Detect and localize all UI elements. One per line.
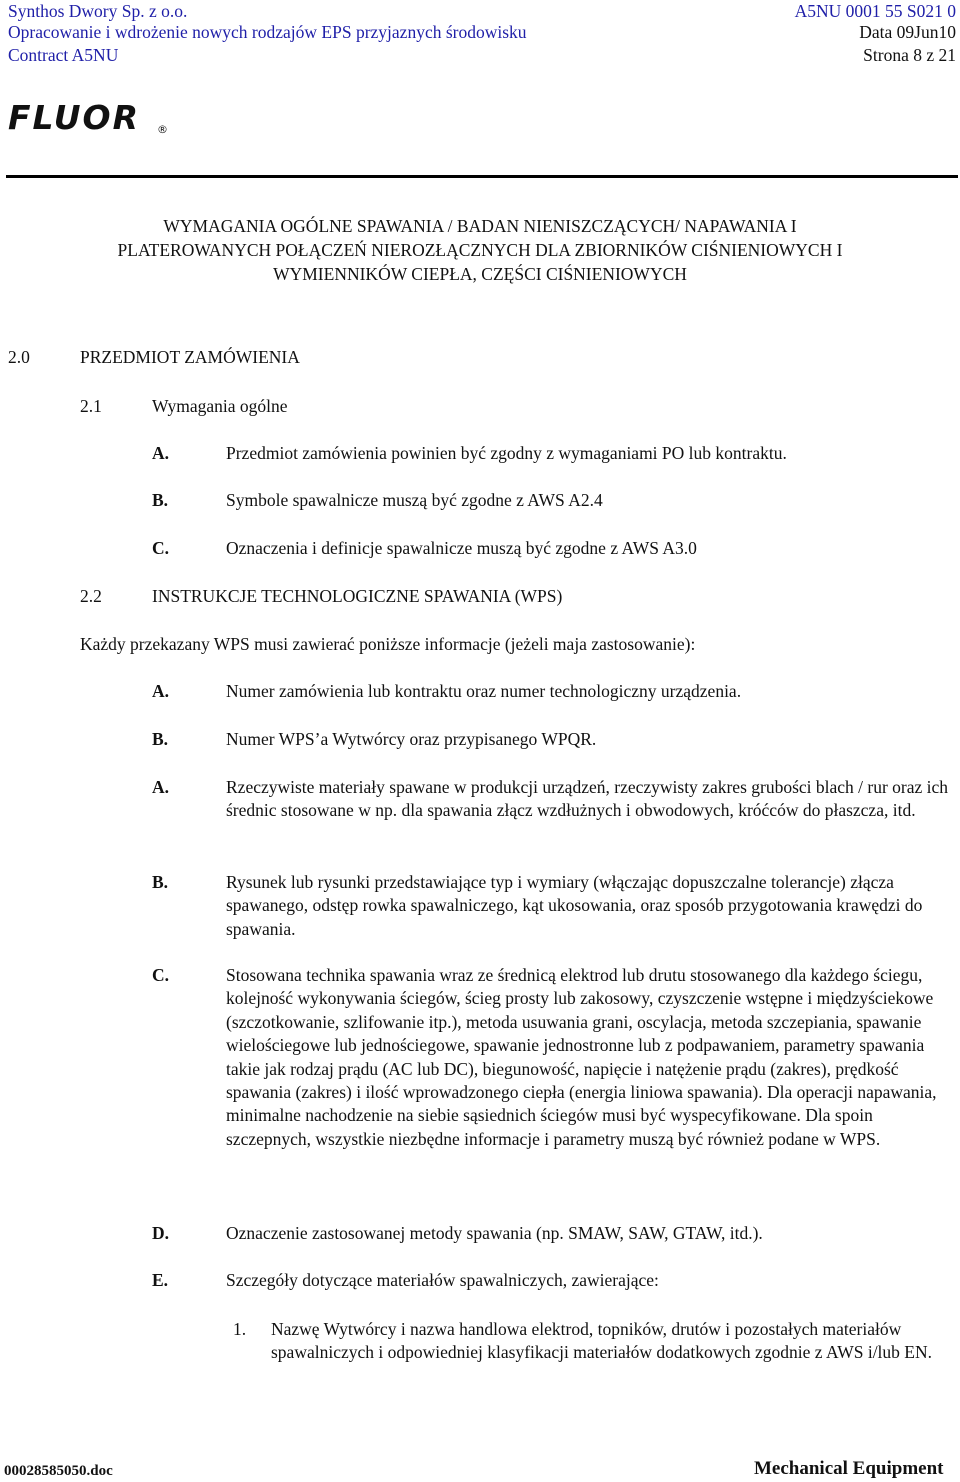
header-row-1 xyxy=(8,0,956,23)
section-number-2-1: 2.1 xyxy=(80,396,102,416)
document-title-line-2: PLATEROWANYCH POŁĄCZEŃ NIEROZŁĄCZNYCH DLA ZBIORNIKÓW CIŚNIENIOWYCH I xyxy=(117,240,843,260)
footer-filename: 00028585050.doc xyxy=(4,1463,113,1479)
item-mark: C. xyxy=(152,538,170,558)
item-text: Numer WPS’a Wytwórcy oraz przypisanego WPQR. xyxy=(226,729,597,749)
section-title-2-0: PRZEDMIOT ZAMÓWIENIA xyxy=(80,347,300,367)
document-title-line-1: WYMAGANIA OGÓLNE SPAWANIA / BADAN NIENISZCZĄCYCH/ NAPAWANIA I xyxy=(163,216,797,236)
item-mark: D. xyxy=(152,1223,170,1243)
section-title-2-2: INSTRUKCJE TECHNOLOGICZNE SPAWANIA (WPS) xyxy=(152,586,563,606)
item-mark: E. xyxy=(152,1270,169,1290)
section-intro-2-2: Każdy przekazany WPS musi zawierać poniższe informacje (jeżeli maja zastosowanie): xyxy=(80,634,696,654)
item-text: Stosowana technika spawania wraz ze średnicą elektrod lub drutu stosowanego dla każdego ściegu, kolejność wykonywania ściegów, ścieg prosty lub zakosowy, czyszczenie wstępne i międzyściekowe (szczotkowanie, szlifowanie itp.), metoda usuwania grani, oscylacja, metoda szczepiania, spawanie wielościegowe lub jednościegowe, spawanie jednostronne lub z podpawaniem, parametry spawania takie jak rodzaj prądu (AC lub DC), biegunowość, napięcie i natężenie prądu (zakres), prędkość spawania (zakres) i ilość wprowadzonego ciepła (energia liniowa spawania). Dla operacji napawania, minimalne nachodzenie na siebie sąsiednich ściegów musi być wyspecyfikowane. Dla spoin szczepnych, wszystkie niezbędne informacje i parametry muszą być również podane w WPS. xyxy=(226,965,937,1149)
item-text: Oznaczenie zastosowanej metody spawania (np. SMAW, SAW, GTAW, itd.). xyxy=(226,1223,763,1243)
footer-category: Mechanical Equipment xyxy=(754,1458,944,1479)
item-text: Rzeczywiste materiały spawane w produkcji urządzeń, rzeczywisty zakres grubości blach / rur oraz ich średnic stosowane w np. dla spawania złącz wzdłużnych i obwodowych, króćców do płaszcza, itd. xyxy=(226,777,949,821)
item-mark: C. xyxy=(152,965,170,985)
item-text: Numer zamówienia lub kontraktu oraz numer technologiczny urządzenia. xyxy=(226,681,742,701)
project-name: Opracowanie i wdrożenie nowych rodzajów EPS przyjaznych środowisku xyxy=(8,22,527,42)
company-name: Synthos Dwory Sp. z o.o. xyxy=(8,1,188,21)
item-text: Przedmiot zamówienia powinien być zgodny z wymaganiami PO lub kontraktu. xyxy=(226,443,787,463)
subitem-mark: 1. xyxy=(233,1319,247,1339)
section-number-2-0: 2.0 xyxy=(8,347,30,367)
section-number-2-2: 2.2 xyxy=(80,586,102,606)
header-row-2 xyxy=(8,21,956,44)
item-text: Oznaczenia i definicje spawalnicze muszą być zgodne z AWS A3.0 xyxy=(226,538,697,558)
item-mark: B. xyxy=(152,490,169,510)
header-divider xyxy=(6,175,958,178)
item-text: Szczegóły dotyczące materiałów spawalniczych, zawierające: xyxy=(226,1270,659,1290)
section-title-2-1: Wymagania ogólne xyxy=(152,396,288,416)
subitem-text: Nazwę Wytwórcy i nazwa handlowa elektrod, topników, drutów i pozostałych materiałów spawalniczych i odpowiedniej klasyfikacji materiałów dodatkowych zgodnie z AWS i/lub EN. xyxy=(271,1319,932,1363)
item-text: Symbole spawalnicze muszą być zgodne z AWS A2.4 xyxy=(226,490,603,510)
document-date: Data 09Jun10 xyxy=(859,22,956,42)
item-mark: B. xyxy=(152,729,169,749)
page-number: Strona 8 z 21 xyxy=(863,45,956,65)
item-text: Rysunek lub rysunki przedstawiające typ i wymiary (włączając dopuszczalne tolerancje) złącza spawanego, odstęp rowka spawalniczego, kąt ukosowania, oraz sposób przygotowania krawędzi do spawania. xyxy=(226,872,923,939)
item-mark: A. xyxy=(152,777,170,797)
item-mark: A. xyxy=(152,443,170,463)
header-row-3 xyxy=(8,44,956,67)
item-mark: B. xyxy=(152,872,169,892)
item-mark: A. xyxy=(152,681,170,701)
fluor-logo: FLUOR xyxy=(8,98,141,137)
document-title-line-3: WYMIENNIKÓW CIEPŁA, CZĘŚCI CIŚNIENIOWYCH xyxy=(273,264,687,284)
registered-mark-icon: ® xyxy=(157,123,168,136)
document-number: A5NU 0001 55 S021 0 xyxy=(794,1,956,21)
contract-label: Contract A5NU xyxy=(8,45,119,65)
